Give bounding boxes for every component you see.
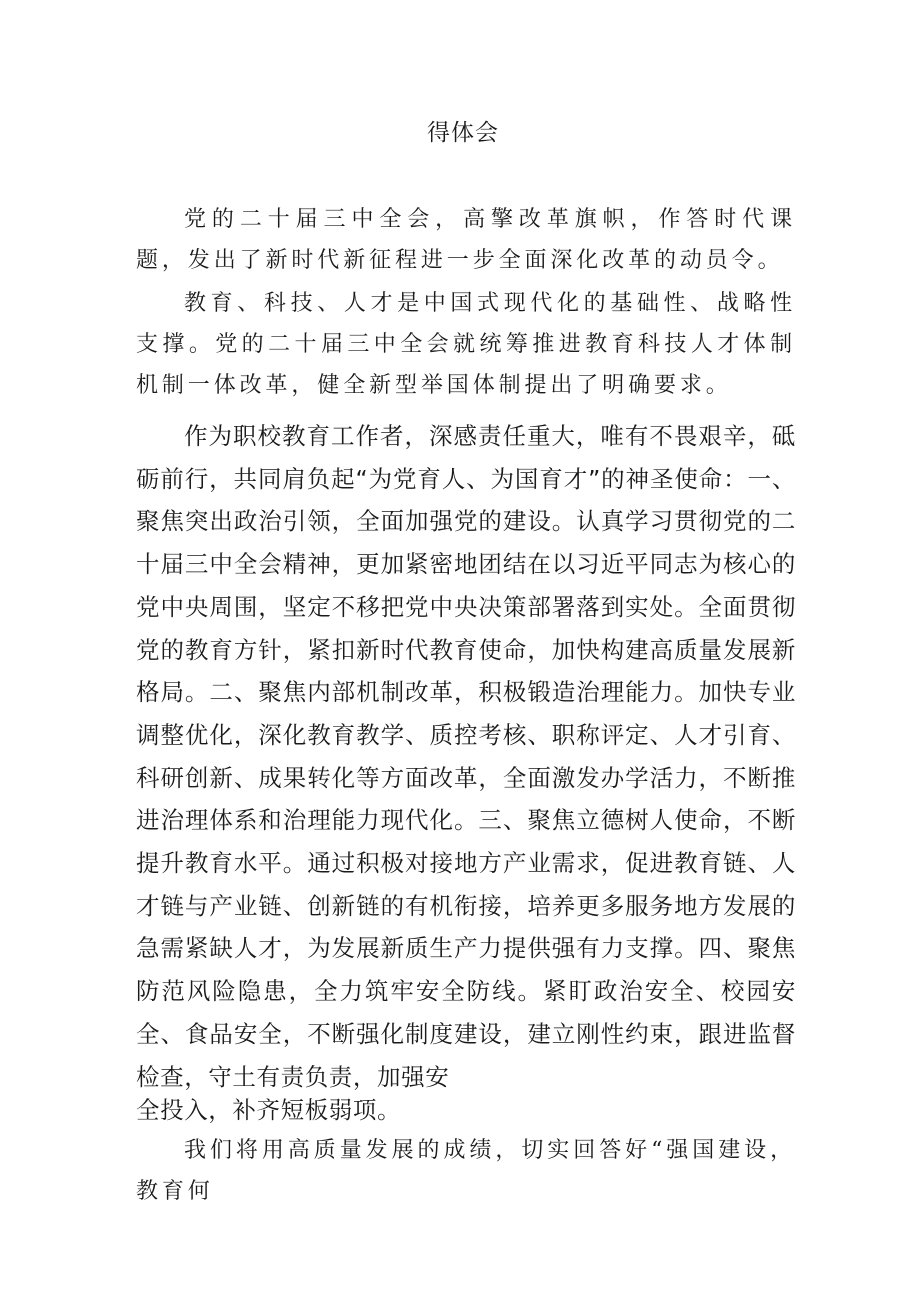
paragraph-2: 教育、科技、人才是中国式现代化的基础性、战略性支撑。党的二十届三中全会就统筹推进教育科技人才体制机制一体改革，健全新型举国体制提出了明确要求。 bbox=[136, 291, 796, 398]
paragraph-4: 我们将用高质量发展的成绩，切实回答好“强国建设，教育何 bbox=[136, 1138, 796, 1204]
document-title: 得体会 bbox=[427, 120, 499, 146]
paragraph-3-continuation: 全投入，补齐短板弱项。 bbox=[136, 1096, 402, 1124]
paragraph-1: 党的二十届三中全会，高擎改革旗帜，作答时代课题，发出了新时代新征程进一步全面深化改革的动员令。 bbox=[136, 207, 796, 273]
paragraph-3: 作为职校教育工作者，深感责任重大，唯有不畏艰辛，砥砺前行，共同肩负起“为党育人、为国育才”的神圣使命：一、聚焦突出政治引领，全面加强党的建设。认真学习贯彻党的二十届三中全会精神，更加紧密地团结在以习近平同志为核心的党中央周围，坚定不移把党中央决策部署落到实处。全面贯彻党的教育方针，紧扣新时代教育使命，加快构建高质量发展新格局。二、聚焦内部机制改革，积极锻造治理能力。加快专业调整优化，深化教育教学、质控考核、职称评定、人才引育、科研创新、成果转化等方面改革，全面激发办学活力，不断推进治理体系和治理能力现代化。三、聚焦立德树人使命，不断提升教育水平。通过积极对接地方产业需求，促进教育链、人才链与产业链、创新链的有机衔接，培养更多服务地方发展的急需紧缺人才，为发展新质生产力提供强有力支撑。四、聚焦防范风险隐患，全力筑牢安全防线。紧盯政治安全、校园安全、食品安全，不断强化制度建设，建立刚性约束，跟进监督检查，守土有责负责，加强安 bbox=[136, 422, 796, 1091]
